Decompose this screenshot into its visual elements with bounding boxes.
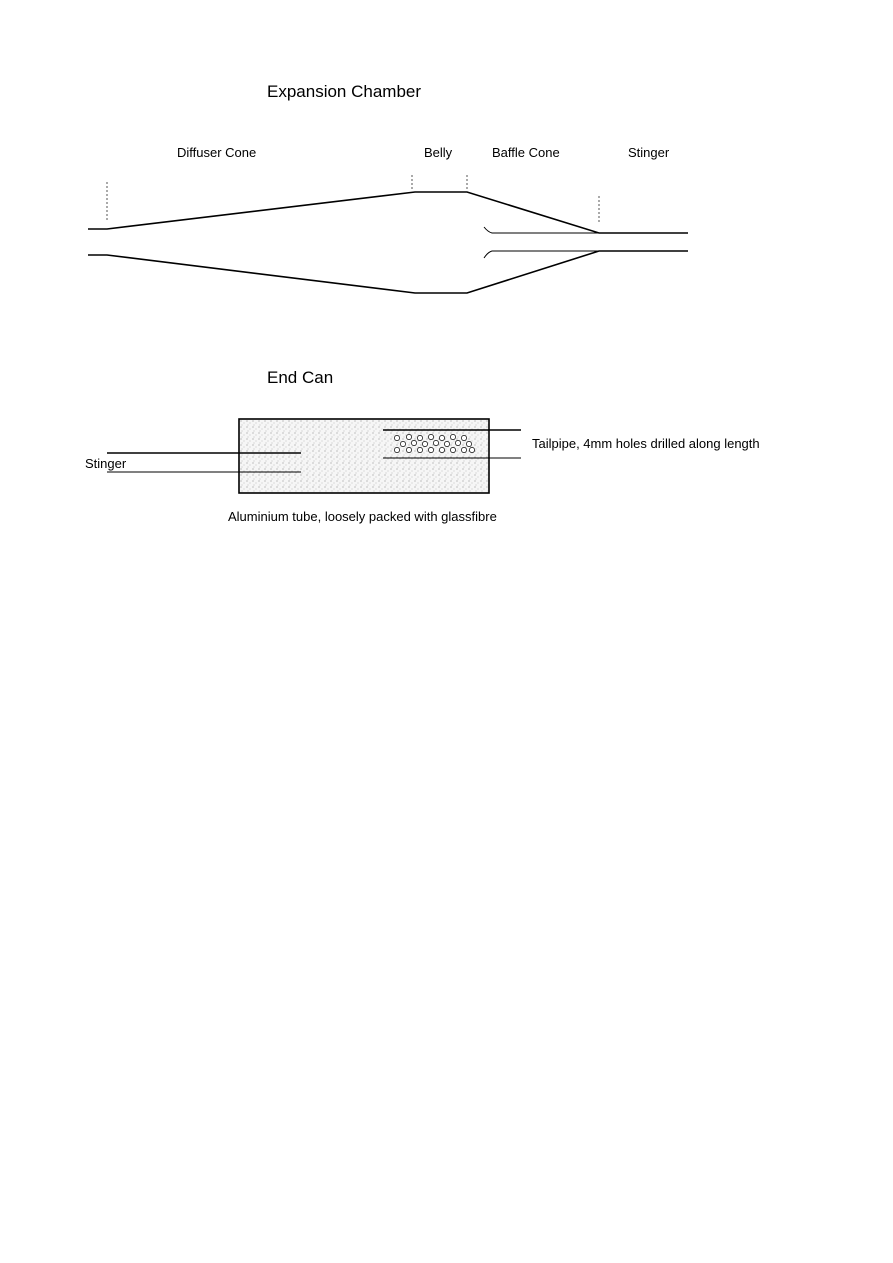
belly-label: Belly — [424, 145, 453, 160]
stinger-section-label: Stinger — [628, 145, 670, 160]
end-can-title: End Can — [267, 368, 334, 387]
diffuser-cone-label: Diffuser Cone — [177, 145, 257, 160]
end-can-drawing — [0, 0, 893, 560]
baffle-cone-label: Baffle Cone — [492, 145, 560, 160]
expansion-chamber-title: Expansion Chamber — [267, 82, 422, 101]
aluminium-tube-label: Aluminium tube, loosely packed with glassfibre — [228, 509, 497, 524]
tailpipe-label: Tailpipe, 4mm holes drilled along length — [532, 436, 760, 451]
end-can-stinger-label: Stinger — [85, 456, 127, 471]
